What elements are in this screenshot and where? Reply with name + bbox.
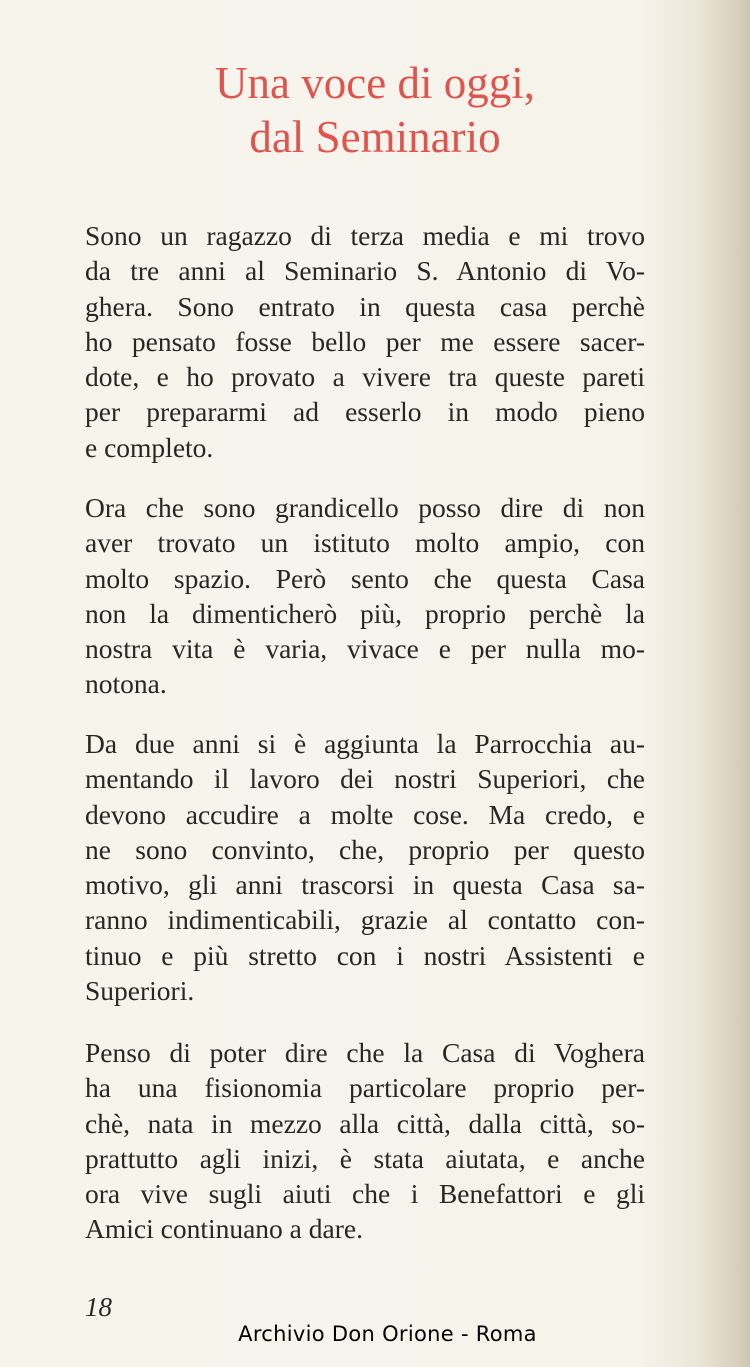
text-line: Da due anni si è aggiunta la Parrocchia au- — [85, 728, 645, 759]
text-line: per prepararmi ad esserlo in modo pieno — [85, 396, 645, 428]
text-line: ghera. Sono entrato in questa casa perchè — [85, 290, 645, 322]
text-line: Amici continuano a dare. — [85, 1213, 363, 1245]
text-line: aver trovato un istituto molto ampio, con — [85, 527, 645, 559]
text-line: ha una fisionomia particolare proprio per- — [85, 1072, 645, 1104]
text-line: devono accudire a molte cose. Ma credo, e — [85, 798, 645, 830]
paragraph-1 — [85, 218, 645, 465]
paragraph-2 — [85, 490, 645, 702]
text-line: molto spazio. Però sento che questa Casa — [85, 562, 645, 594]
page-title-line-2: dal Seminario — [249, 112, 501, 162]
text-line: dote, e ho provato a vivere tra queste pareti — [85, 361, 645, 393]
text-line: chè, nata in mezzo alla città, dalla città, so- — [85, 1107, 645, 1139]
text-line: nostra vita è varia, vivace e per nulla mo- — [85, 633, 645, 665]
text-line: tinuo e più stretto con i nostri Assistenti e — [85, 939, 645, 971]
page-number: 18 — [85, 1292, 112, 1322]
text-line: ranno indimenticabili, grazie al contatto con- — [85, 904, 645, 936]
text-line: ho pensato fosse bello per me essere sacer- — [85, 325, 645, 357]
text-line: e completo. — [85, 431, 214, 463]
text-line: mentando il lavoro dei nostri Superiori, che — [85, 763, 645, 795]
text-line: prattutto agli inizi, è stata aiutata, e anche — [85, 1142, 645, 1174]
text-line: da tre anni al Seminario S. Antonio di Vo- — [85, 255, 645, 287]
paragraph-3 — [85, 726, 645, 1008]
text-line: Sono un ragazzo di terza media e mi trovo — [85, 220, 645, 251]
text-line: motivo, gli anni trascorsi in questa Casa sa- — [85, 869, 645, 901]
page-title-line-1: Una voce di oggi, — [215, 58, 535, 108]
text-line: Penso di poter dire che la Casa di Voghera — [85, 1037, 645, 1068]
paragraph-4 — [85, 1035, 645, 1247]
text-line: Superiori. — [85, 975, 195, 1007]
text-line: notona. — [85, 668, 167, 700]
text-line: non la dimenticherò più, proprio perchè la — [85, 597, 645, 629]
archive-watermark: Archivio Don Orione - Roma — [238, 1322, 537, 1346]
text-line: ne sono convinto, che, proprio per questo — [85, 833, 645, 865]
text-line: ora vive sugli aiuti che i Benefattori e gli — [85, 1178, 645, 1210]
text-line: Ora che sono grandicello posso dire di non — [85, 492, 645, 523]
